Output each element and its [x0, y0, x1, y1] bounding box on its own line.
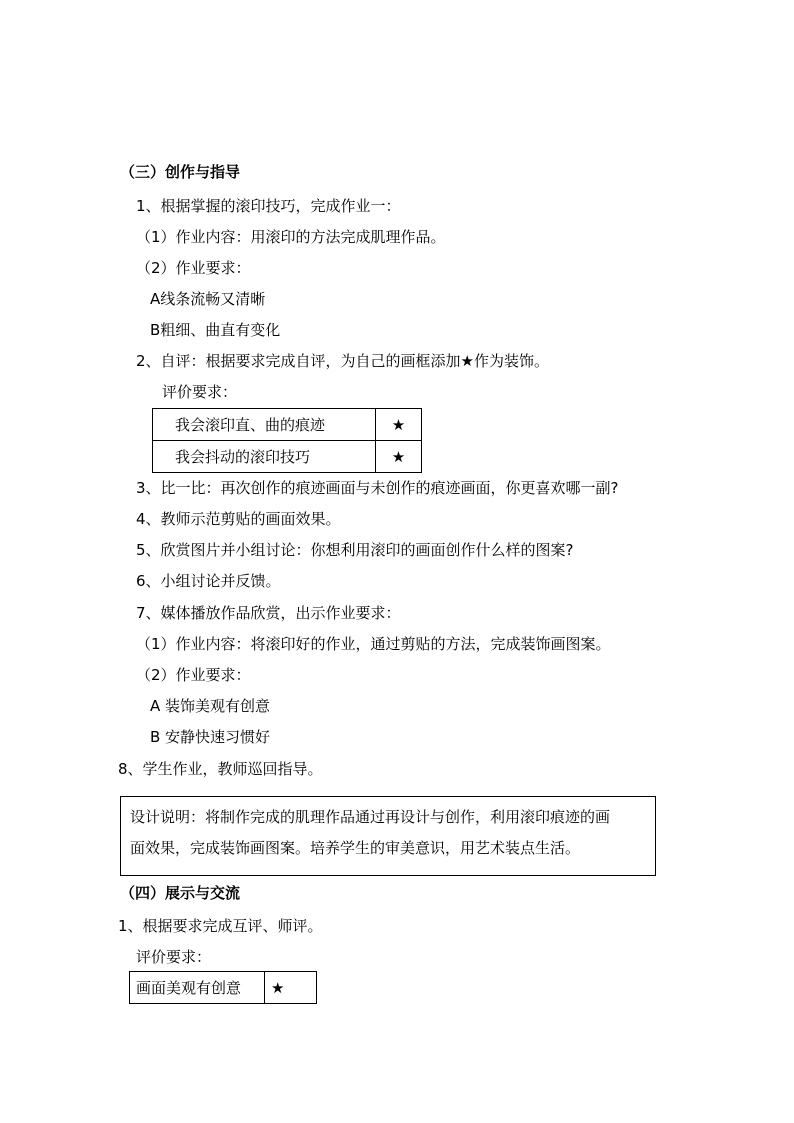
instruction-line: （2）作业要求： [136, 666, 251, 684]
eval-item: 画面美观有创意 [130, 972, 265, 1004]
section-3-heading: （三）创作与指导 [120, 163, 241, 181]
instruction-line: B 安静快速习惯好 [150, 728, 271, 746]
instruction-line: 2、自评：根据要求完成自评，为自己的画框添加★作为装饰。 [136, 352, 549, 370]
self-eval-table [152, 408, 422, 473]
instruction-line: 5、欣赏图片并小组讨论：你想利用滚印的画面创作什么样的图案? [136, 541, 574, 559]
table-row [153, 409, 422, 441]
eval-item: 我会滚印直、曲的痕迹 [153, 409, 376, 441]
design-note-box [120, 796, 656, 876]
instruction-line: A线条流畅又清晰 [150, 290, 266, 308]
instruction-line: （2）作业要求： [136, 259, 251, 277]
instruction-line: 3、比一比：再次创作的痕迹画面与未创作的痕迹画面，你更喜欢哪一副? [136, 479, 619, 497]
star-icon: ★ [376, 441, 422, 473]
instruction-line: 8、学生作业，教师巡回指导。 [118, 760, 323, 778]
instruction-line: 4、教师示范剪贴的画面效果。 [136, 510, 341, 528]
design-note-line: 设计说明：将制作完成的肌理作品通过再设计与创作，利用滚印痕迹的画 [130, 808, 611, 826]
instruction-line: （1）作业内容：用滚印的方法完成肌理作品。 [136, 228, 446, 246]
instruction-line: 评价要求： [136, 948, 212, 966]
instruction-line: A 装饰美观有创意 [150, 697, 271, 715]
instruction-line: B粗细、曲直有变化 [150, 321, 281, 339]
instruction-line: 1、根据要求完成互评、师评。 [118, 917, 323, 935]
peer-eval-table [129, 971, 317, 1004]
eval-item: 我会抖动的滚印技巧 [153, 441, 376, 473]
design-note-line: 面效果，完成装饰画图案。培养学生的审美意识，用艺术装点生活。 [130, 839, 581, 857]
table-row [153, 441, 422, 473]
instruction-line: 1、根据掌握的滚印技巧，完成作业一： [136, 197, 401, 215]
star-icon: ★ [265, 972, 317, 1004]
table-row [130, 972, 317, 1004]
instruction-line: 6、小组讨论并反馈。 [136, 572, 281, 590]
instruction-line: （1）作业内容：将滚印好的作业，通过剪贴的方法，完成装饰画图案。 [136, 635, 611, 653]
section-4-heading: （四）展示与交流 [120, 884, 241, 902]
instruction-line: 评价要求： [162, 383, 238, 401]
star-icon: ★ [376, 409, 422, 441]
instruction-line: 7、媒体播放作品欣赏，出示作业要求： [136, 604, 401, 622]
